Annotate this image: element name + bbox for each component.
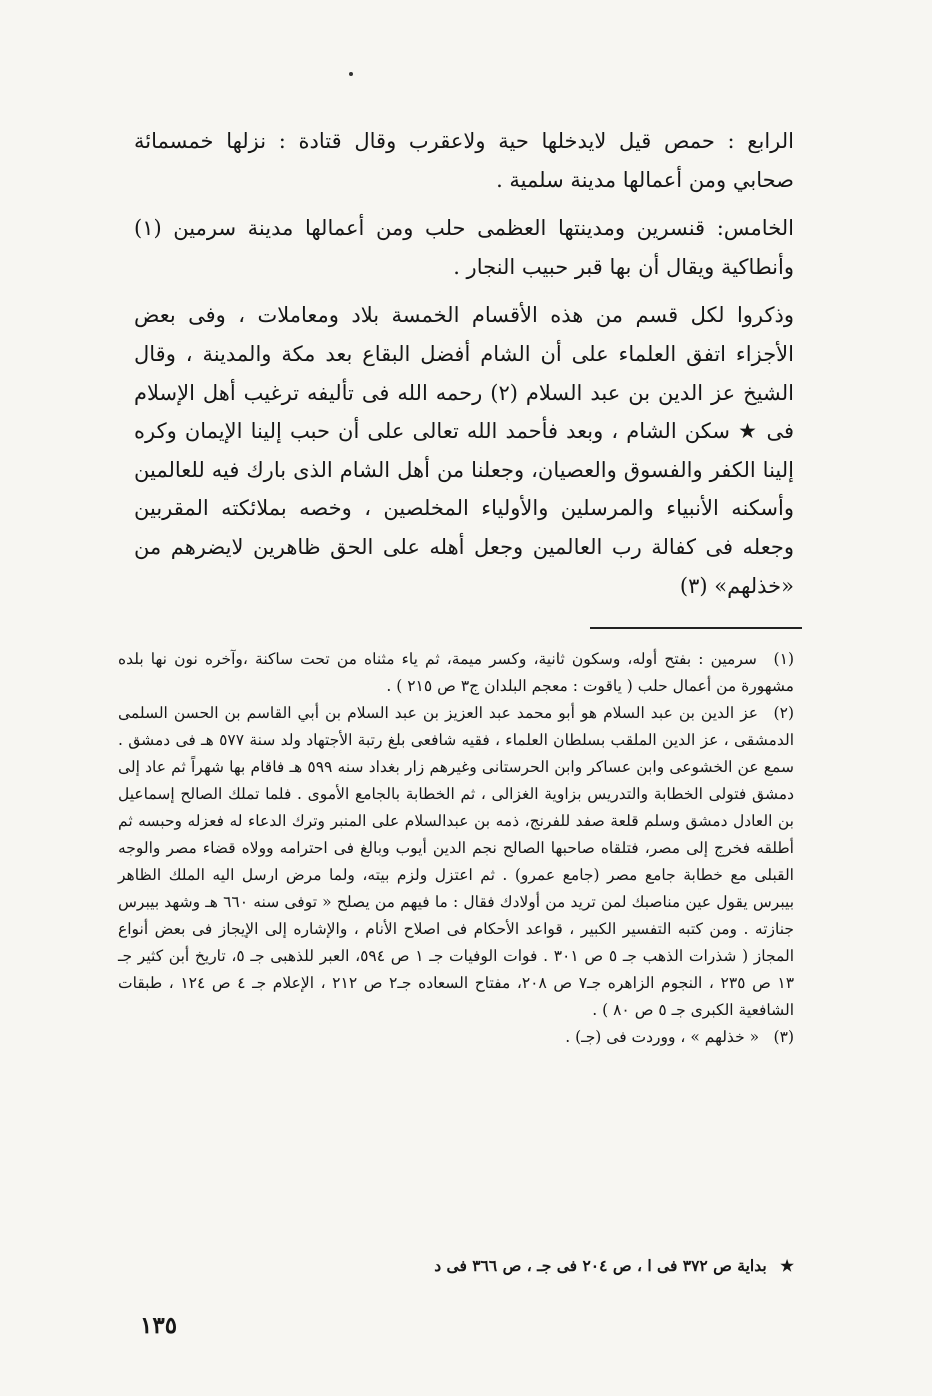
- footnote-text: عز الدين بن عبد السلام هو أبو محمد عبد العزيز بن عبد السلام بن أبي القاسم بن الحسن السلمى الدمشقى ، عز الدين الملقب بسلطان العلماء ، فقيه شافعى بلغ رتبة الأجتهاد ولد سنة ٥٧٧ هـ فى دمشق . سمع عن الخشوعى وابن عساكر وابن الحرستانى وغيرهم زار بغداد سنه ٥٩٩ هـ فاقام بها شهراً ثم عاد إلى دمشق فتولى الخطابة والتدريس بزاوية الغزالى ، ثم الخطابة بالجامع الأموى . فلما تملك الصالح إسماعيل بن العادل دمشق وسلم قلعة صفد للفرنج، ذمه بن عبدالسلام على المنبر وترك الدعاء له فعزله وحبسه ثم أطلقه فخرج إلى مصر، فتلقاه صاحبها الصالح نجم الدين أيوب وبالغ فى احترامه وولاه قضاء مصر والوجه القبلى مع خطابة جامع مصر (جامع عمرو) . ثم اعتزل ولزم بيته، ولما مرض ارسل اليه الملك الظاهر بيبرس يقول عين مناصبك لمن تريد من أولادك فقال : ما فيهم من يصلح « توفى سنه ٦٦٠ هـ وشهد بيبرس جنازته . ومن كتبه التفسير الكبير ، قواعد الأحكام فى اصلاح الأنام ، والإشاره إلى الإيجاز فى بعض أنواع المجاز ( شذرات الذهب جـ ٥ ص ٣٠١ . فوات الوفيات جـ ١ ص ٥٩٤، العبر للذهبى جـ ٥، تاريخ أبن كثير جـ ١٣ ص ٢٣٥ ، النجوم الزاهره جـ٧ ص ٢٠٨، مفتاح السعاده جـ٢ ص ٢١٢ ، الإعلام جـ ٤ ص ١٢٤ ، طبقات الشافعية الكبرى جـ ٥ ص ٨٠ ) .: [118, 704, 795, 1019]
- paragraph-sham-virtues: وذكروا لكل قسم من هذه الأقسام الخمسة بلاد ومعاملات ، وفى بعض الأجزاء اتفق العلماء على أن الشام أفضل البقاع بعد مكة والمدينة ، وقال الشيخ عز الدين بن عبد السلام (٢) رحمه الله فى تأليفه ترغيب أهل الإسلام فى ★ سكن الشام ، وبعد فأحمد الله تعالى على أن حبب إلينا الإيمان وكره إلينا الكفر والفسوق والعصيان، وجعلنا من أهل الشام الذى بارك فيه للعالمين وأسكنه الأنبياء والمرسلين والأولياء المخلصين ، وخصه بملائكته المقربين وجعله فى كفالة رب العالمين وجعل أهله على الحق ظاهرين لايضرهم من «خذلهم» (٣): [134, 303, 794, 598]
- footnote-text: سرمين : بفتح أوله، وسكون ثانية، وكسر ميمة، ثم ياء مثناه من تحت ساكنة ،وآخره نون نها بلده مشهورة من أعمال حلب ( ياقوت : معجم البلدان ج٣ ص ٢١٥ ) .: [118, 650, 794, 695]
- manuscript-page-note: [118, 1252, 794, 1279]
- footnotes: [118, 646, 794, 1051]
- footnote: [118, 1024, 794, 1051]
- paragraph-qinnasrin: الخامس: قنسرين ومدينتها العظمى حلب ومن أعمالها مدينة سرمين (١) وأنطاكية ويقال أن بها قبر حبيب النجار .: [134, 216, 794, 279]
- footnote-number: (١): [773, 650, 794, 668]
- page-number: ١٣٥: [140, 1312, 178, 1339]
- footnote-text: « خذلهم » ، ووردت فى (جـ) .: [565, 1028, 760, 1046]
- footnote: [118, 700, 794, 1024]
- footnote-number: (٢): [773, 704, 794, 722]
- manuscript-page-note-text: بداية ص ٣٧٢ فى ا ، ص ٢٠٤ فى جـ ، ص ٣٦٦ فى د: [434, 1256, 767, 1275]
- footnote-number: (٣): [773, 1028, 794, 1046]
- footnote-separator: [590, 627, 802, 629]
- paragraph-homs: الرابع : حمص قيل لايدخلها حية ولاعقرب وقال قتادة : نزلها خمسمائة صحابي ومن أعمالها مدينة سلمية .: [134, 129, 794, 192]
- main-text: [134, 122, 794, 615]
- footnote: [118, 646, 794, 700]
- star-icon: ★: [780, 1256, 794, 1275]
- ink-speck: [349, 72, 353, 76]
